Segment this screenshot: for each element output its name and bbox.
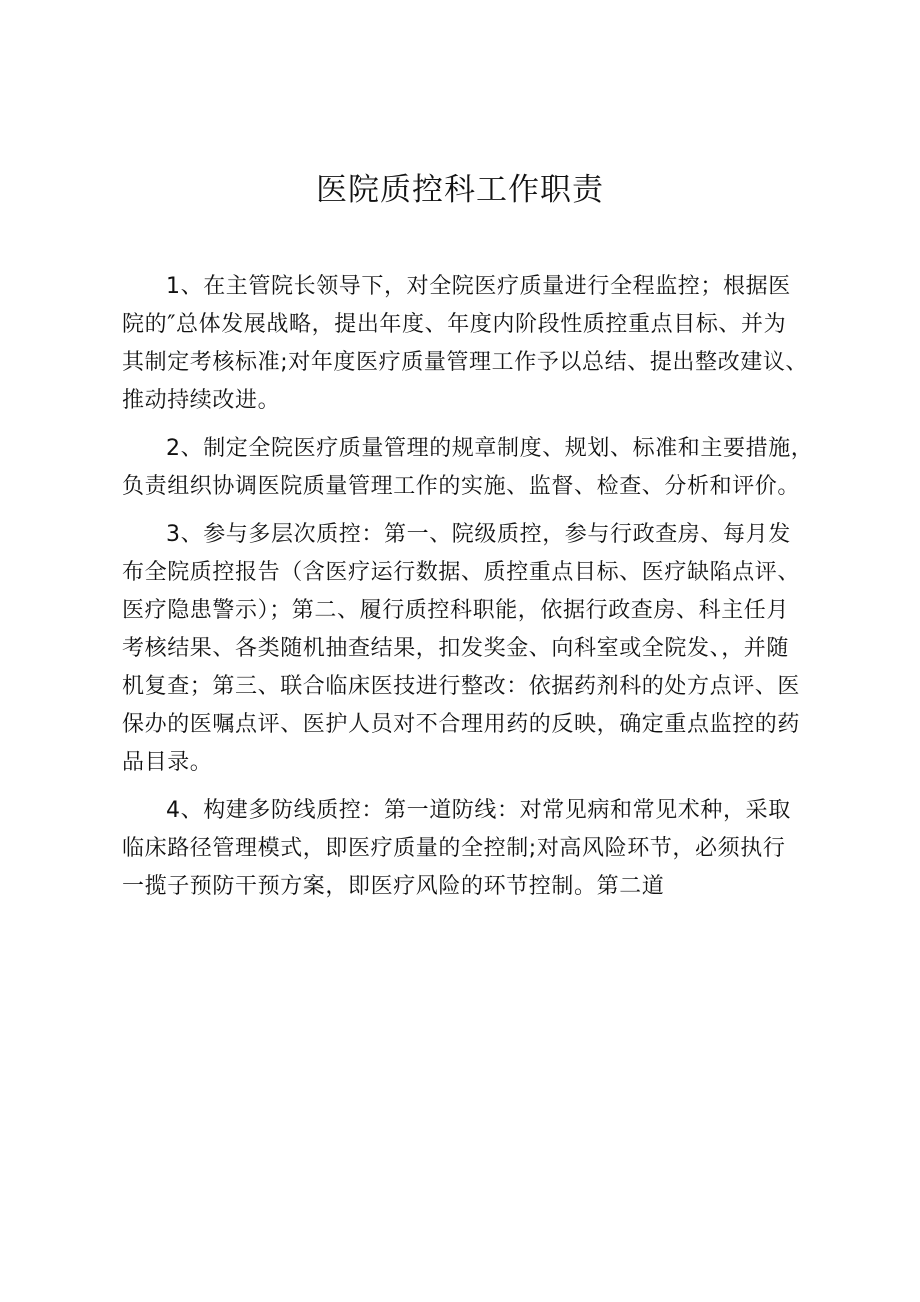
paragraph-line: 临床路径管理模式，即医疗质量的全控制;对高风险环节，必须执行 bbox=[122, 836, 786, 861]
paragraph-line: 其制定考核标准;对年度医疗质量管理工作予以总结、提出整改建议、 bbox=[122, 350, 809, 375]
paragraph-line: 布全院质控报告（含医疗运行数据、质控重点目标、医疗缺陷点评、 bbox=[122, 560, 801, 585]
paragraph-line: 品目录。 bbox=[122, 750, 213, 775]
paragraph-line: 医疗隐患警示）；第二、履行质控科职能，依据行政查房、科主任月 bbox=[122, 598, 790, 623]
paragraph-line: 院的″总体发展战略，提出年度、年度内阶段性质控重点目标、并为 bbox=[122, 312, 787, 337]
paragraph-2 bbox=[122, 430, 812, 506]
paragraph-line: 推动持续改进。 bbox=[122, 388, 281, 413]
paragraph-line: 一揽子预防干预方案，即医疗风险的环节控制。第二道 bbox=[122, 874, 665, 899]
paragraph-3 bbox=[122, 516, 812, 782]
paragraph-line: 3、参与多层次质控：第一、院级质控，参与行政查房、每月发 bbox=[166, 522, 791, 547]
paragraph-4 bbox=[122, 792, 812, 906]
document-body bbox=[122, 268, 812, 906]
paragraph-line: 考核结果、各类随机抽查结果，扣发奖金、向科室或全院发、，并随 bbox=[122, 636, 790, 661]
paragraph-line: 机复查；第三、联合临床医技进行整改：依据药剂科的处方点评、医 bbox=[122, 674, 801, 699]
paragraph-line: 1、在主管院长领导下，对全院医疗质量进行全程监控；根据医 bbox=[166, 274, 791, 299]
paragraph-line: 负责组织协调医院质量管理工作的实施、监督、检查、分析和评价。 bbox=[122, 474, 801, 499]
page-title: 医院质控科工作职责 bbox=[316, 172, 604, 208]
paragraph-line: 保办的医嘱点评、医护人员对不合理用药的反映，确定重点监控的药 bbox=[122, 712, 801, 737]
paragraph-1 bbox=[122, 268, 812, 420]
paragraph-line: 4、构建多防线质控：第一道防线：对常见病和常见术种，采取 bbox=[166, 798, 791, 823]
paragraph-line: 2、制定全院医疗质量管理的规章制度、规划、标准和主要措施， bbox=[166, 436, 814, 461]
